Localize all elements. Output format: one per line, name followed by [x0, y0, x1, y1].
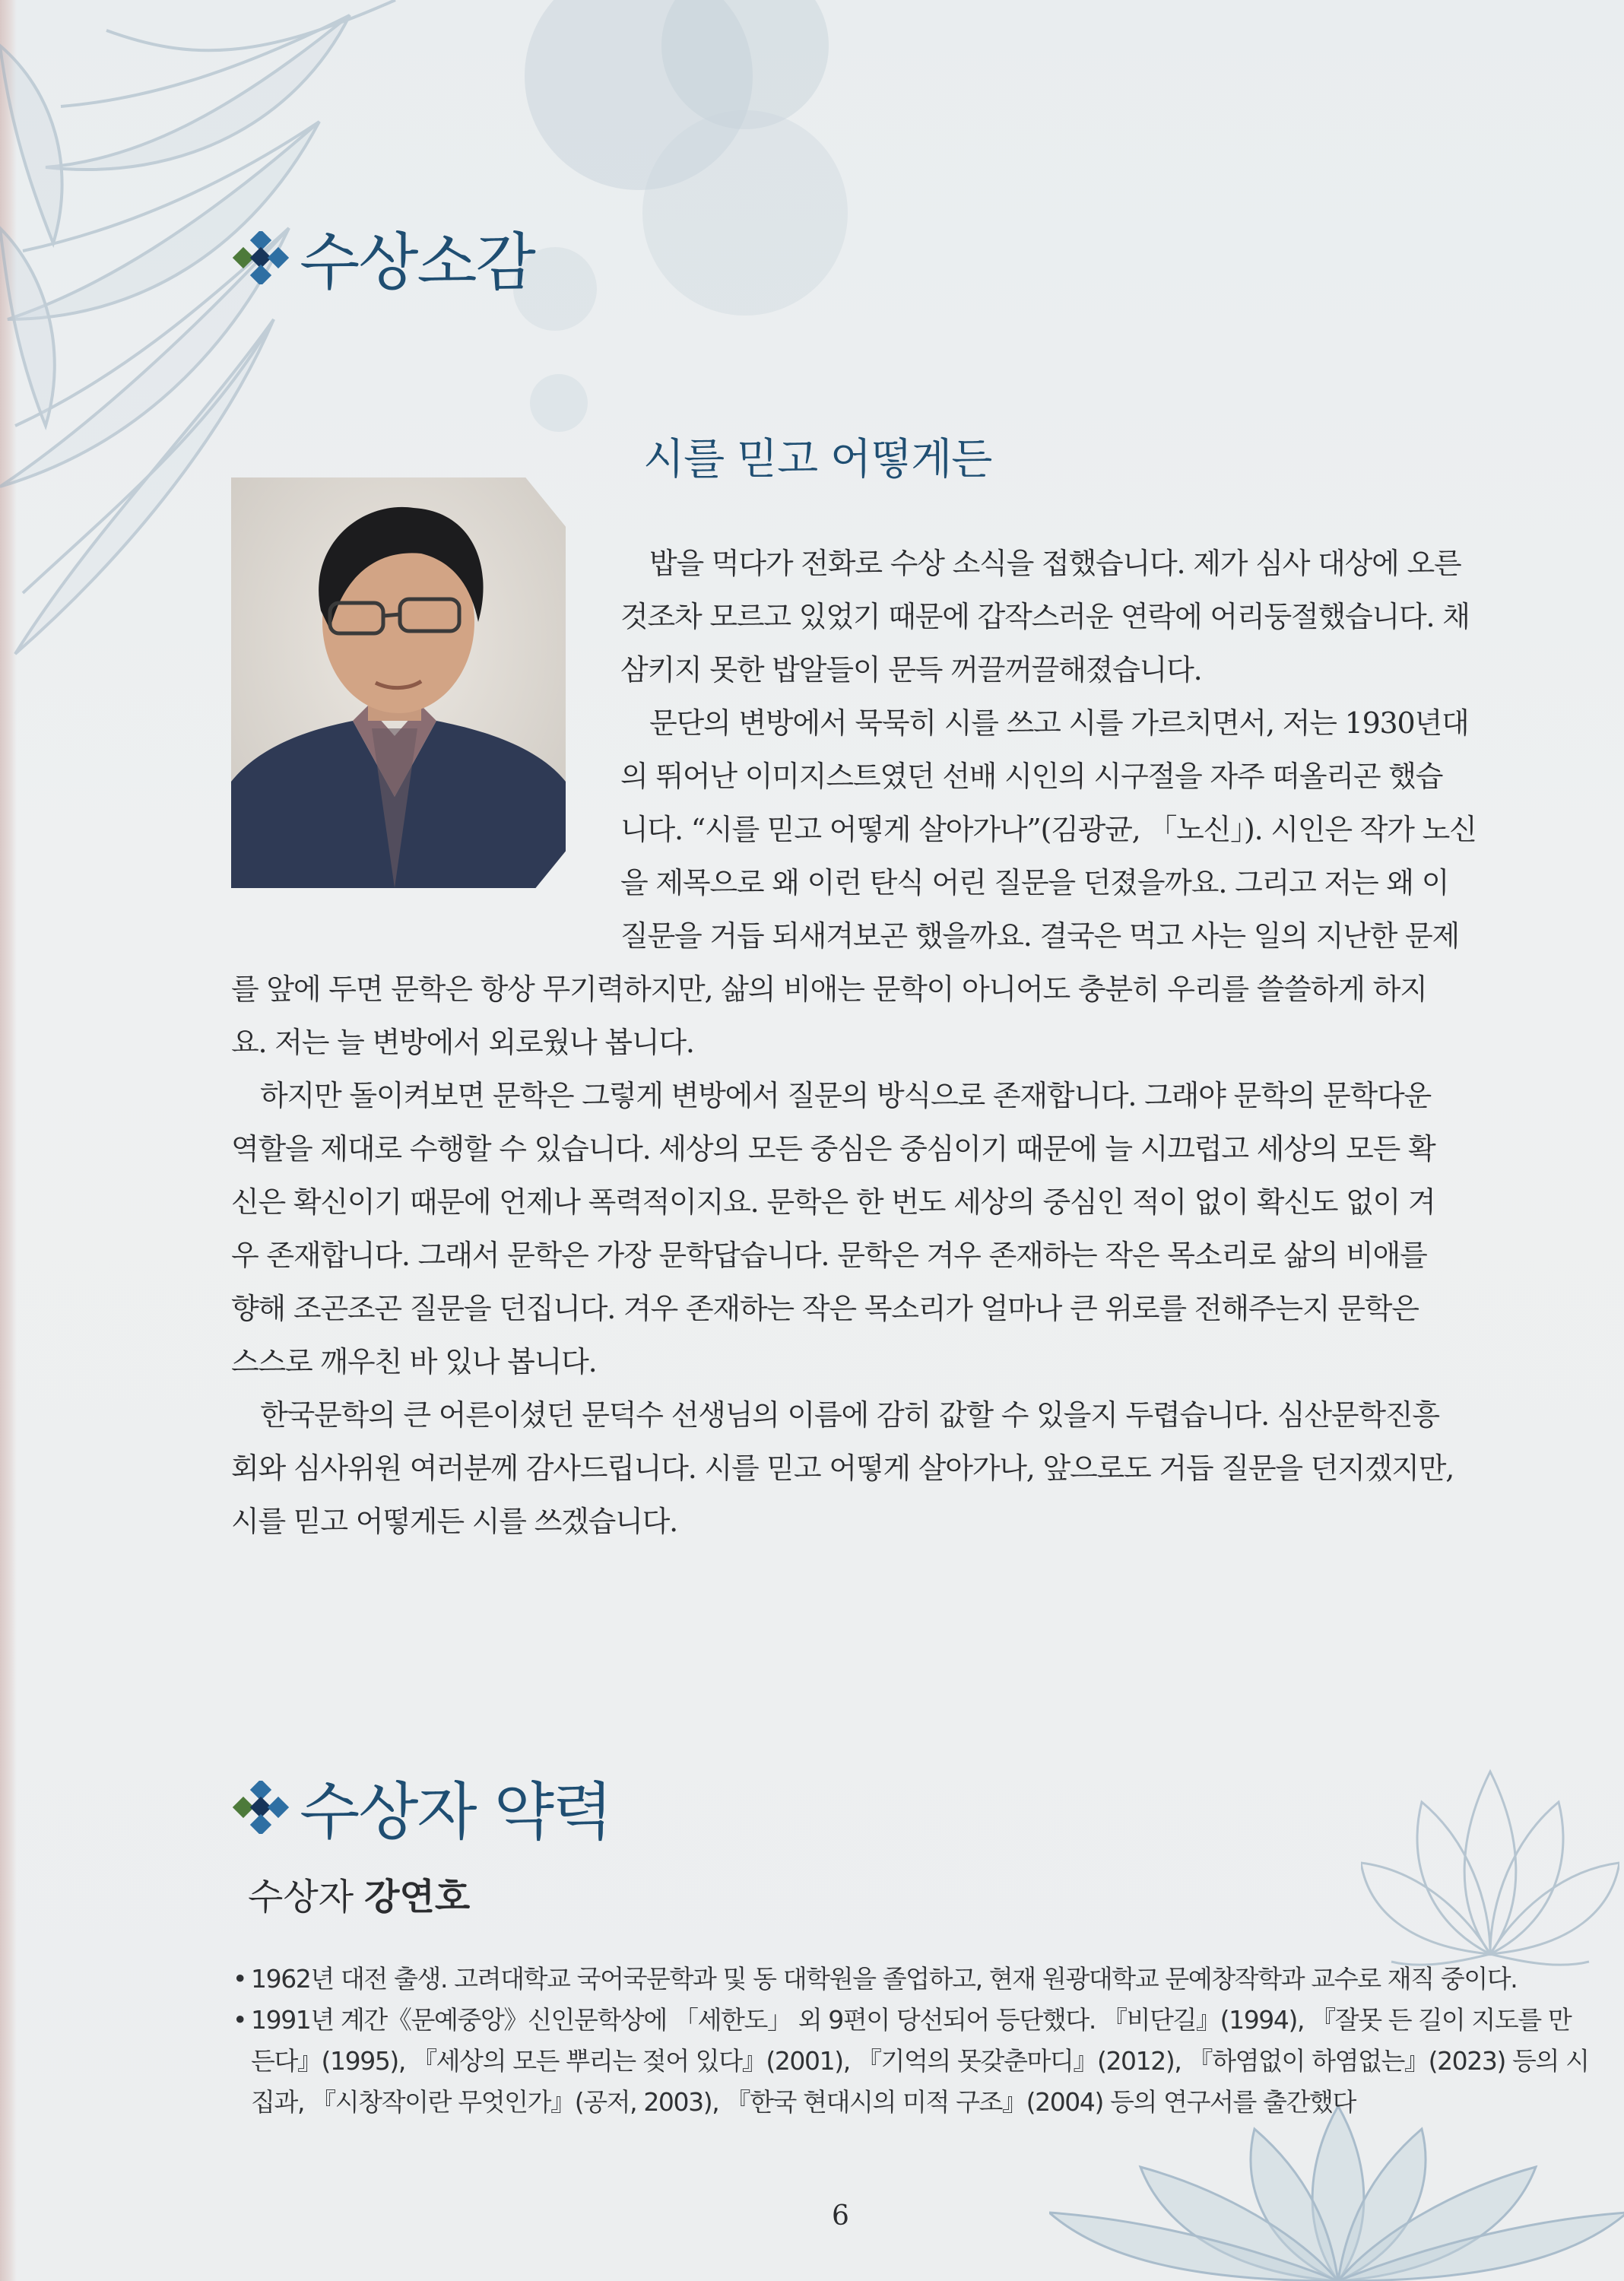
- essay-line: 질문을 거듭 되새겨보곤 했을까요. 결국은 먹고 사는 일의 지난한 문제: [620, 919, 1460, 953]
- biography-line: 1991년 계간《문예중앙》신인문학상에 「세한도」 외 9편이 당선되어 등단했다. 『비단길』(1994), 『잘못 든 길이 지도를 만: [251, 2005, 1572, 2035]
- diamond-ornament-icon: [228, 1781, 293, 1834]
- author-photo: [231, 477, 566, 888]
- section-heading-biography: [228, 1762, 611, 1851]
- page-number: 6: [832, 2200, 849, 2232]
- biography-list: [233, 1959, 1589, 2123]
- essay-title: 시를 믿고 어떻게든: [643, 435, 992, 484]
- essay-line: 니다. “시를 믿고 어떻게 살아가나”(김광균, 「노신」). 시인은 작가 노신: [620, 813, 1477, 846]
- essay-line: 것조차 모르고 있었기 때문에 갑작스러운 연락에 어리둥절했습니다. 채: [620, 600, 1470, 633]
- biography-item: [233, 1959, 1589, 2000]
- essay-line: 밥을 먹다가 전화로 수상 소식을 접했습니다. 제가 심사 대상에 오른: [649, 547, 1461, 580]
- lotus-illustration-right: [1361, 1749, 1619, 1977]
- essay-line: 삼키지 못한 밥알들이 문득 꺼끌꺼끌해졌습니다.: [620, 653, 1202, 687]
- essay-line: 우 존재합니다. 그래서 문학은 가장 문학답습니다. 문학은 겨우 존재하는 작은 목소리로 삶의 비애를: [231, 1239, 1427, 1272]
- essay-line: 의 뛰어난 이미지스트였던 선배 시인의 시구절을 자주 떠올리곤 했습: [620, 760, 1443, 793]
- essay-line: 하지만 돌이켜보면 문학은 그렇게 변방에서 질문의 방식으로 존재합니다. 그래야 문학의 문학다운: [260, 1079, 1431, 1112]
- essay-line: 문단의 변방에서 묵묵히 시를 쓰고 시를 가르치면서, 저는 1930년대: [649, 706, 1469, 740]
- essay-line: 역할을 제대로 수행할 수 있습니다. 세상의 모든 중심은 중심이기 때문에 늘 시끄럽고 세상의 모든 확: [231, 1132, 1435, 1166]
- essay-line: 향해 조곤조곤 질문을 던집니다. 겨우 존재하는 작은 목소리가 얼마나 큰 위로를 전해주는지 문학은: [231, 1292, 1419, 1325]
- essay-line: 회와 심사위원 여러분께 감사드립니다. 시를 믿고 어떻게 살아가나, 앞으로도 거듭 질문을 던지겠지만,: [231, 1451, 1454, 1485]
- section-title: 수상소감: [300, 227, 534, 299]
- essay-line: 요. 저는 늘 변방에서 외로웠나 봅니다.: [231, 1026, 694, 1059]
- essay-line: 신은 확신이기 때문에 언제나 폭력적이지요. 문학은 한 번도 세상의 중심인 적이 없이 확신도 없이 겨: [231, 1185, 1435, 1219]
- section-title: 수상자 약력: [300, 1776, 612, 1848]
- biography-line: 든다』(1995), 『세상의 모든 뿌리는 젖어 있다』(2001), 『기억의 못갖춘마디』(2012), 『하염없이 하염없는』(2023) 등의 시: [251, 2046, 1589, 2076]
- essay-body-continued: [231, 963, 1454, 1548]
- author-portrait-illustration: [231, 477, 566, 888]
- essay-line: 를 앞에 두면 문학은 항상 무기력하지만, 삶의 비애는 문학이 아니어도 충분히 우리를 쓸쓸하게 하지: [231, 972, 1427, 1006]
- essay-line: 스스로 깨우친 바 있나 봅니다.: [231, 1345, 597, 1378]
- awardee-name: 강연호: [364, 1876, 471, 1918]
- awardee-label: [248, 1867, 470, 1920]
- essay-body: [620, 537, 1477, 963]
- biography-line: 집과, 『시창작이란 무엇인가』(공저, 2003), 『한국 현대시의 미적 구조』(2004) 등의 연구서를 출간했다: [251, 2087, 1356, 2117]
- biography-item: [233, 2000, 1589, 2123]
- awardee-prefix: 수상자: [248, 1876, 354, 1918]
- bullet-icon: •: [233, 1964, 247, 1994]
- diamond-ornament-icon: [228, 231, 293, 284]
- section-heading-acceptance: [228, 213, 534, 302]
- essay-line: 을 제목으로 왜 이런 탄식 어린 질문을 던졌을까요. 그리고 저는 왜 이: [620, 866, 1449, 899]
- biography-line: 1962년 대전 출생. 고려대학교 국어국문학과 및 동 대학원을 졸업하고, 현재 원광대학교 문예창작학과 교수로 재직 중이다.: [251, 1964, 1518, 1994]
- bullet-icon: •: [233, 2005, 247, 2035]
- essay-line: 시를 믿고 어떻게든 시를 쓰겠습니다.: [231, 1505, 678, 1538]
- essay-line: 한국문학의 큰 어른이셨던 문덕수 선생님의 이름에 감히 값할 수 있을지 두렵습니다. 심산문학진흥: [260, 1398, 1439, 1432]
- lotus-illustration-bottom: [1049, 2099, 1624, 2281]
